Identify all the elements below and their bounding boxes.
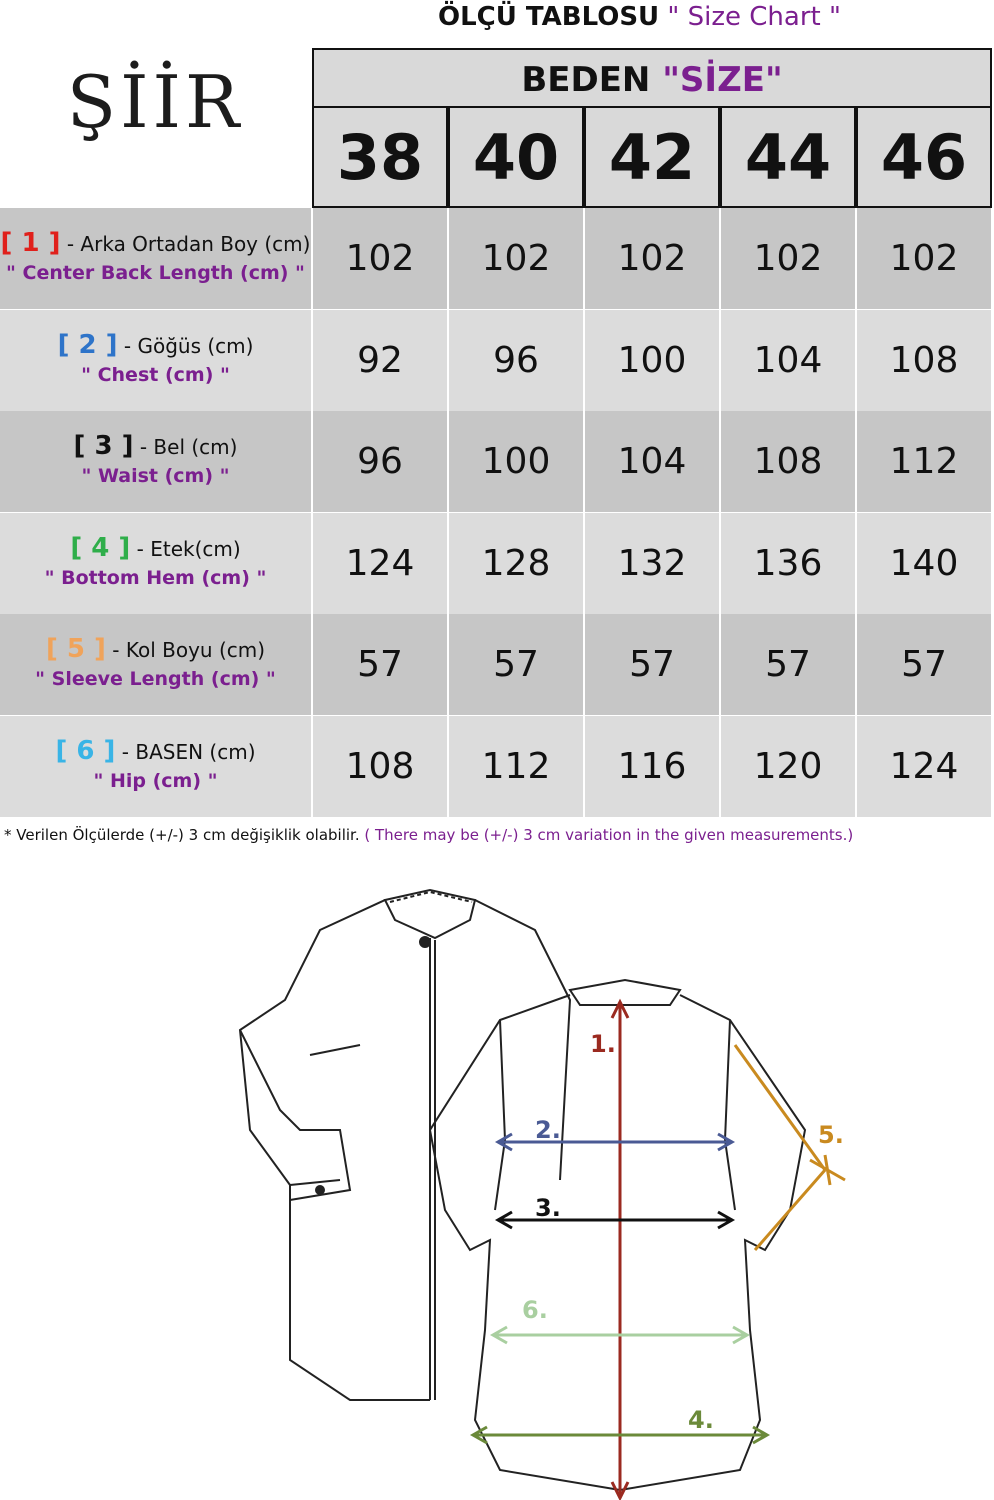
table-cell: 57 [721, 614, 855, 715]
table-cell: 120 [721, 716, 855, 817]
row-label [0, 208, 311, 309]
table-cell: 57 [313, 614, 447, 715]
table-cell: 124 [313, 513, 447, 614]
row-number: [ 1 ] [0, 228, 61, 258]
row-number: [ 5 ] [45, 634, 106, 664]
table-row [0, 614, 994, 715]
title-english: " Size Chart " [667, 2, 841, 32]
table-cell: 136 [721, 513, 855, 614]
diagram-label-5: 5. [818, 1121, 844, 1149]
measurement-note [4, 826, 853, 844]
table-cell: 116 [585, 716, 719, 817]
brand-logo: ŞİİR [66, 60, 244, 144]
table-cell: 57 [449, 614, 583, 715]
diagram-label-2: 2. [535, 1116, 561, 1144]
diagram-label-1: 1. [590, 1030, 616, 1058]
size-38: 38 [312, 108, 448, 208]
row-label-turkish: - Bel (cm) [133, 435, 238, 459]
table-row [0, 411, 994, 512]
back-shirt-drawing [430, 980, 805, 1490]
table-row [0, 716, 994, 817]
shirt-diagram [230, 880, 870, 1500]
table-cell: 112 [449, 716, 583, 817]
size-label: "SİZE" [662, 60, 783, 100]
size-40: 40 [448, 108, 584, 208]
table-cell: 140 [857, 513, 991, 614]
table-cell: 108 [313, 716, 447, 817]
row-label [0, 310, 311, 411]
diagram-label-3: 3. [535, 1194, 561, 1222]
table-row [0, 208, 994, 309]
row-label [0, 513, 311, 614]
note-turkish: * Verilen Ölçülerde (+/-) 3 cm değişiklik olabilir. [4, 826, 360, 844]
row-label [0, 411, 311, 512]
table-cell: 96 [313, 411, 447, 512]
row-label-english: " Waist (cm) " [81, 465, 230, 487]
row-number: [ 4 ] [70, 532, 131, 563]
table-cell: 102 [721, 208, 855, 309]
table-cell: 102 [449, 208, 583, 309]
table-cell: 124 [857, 716, 991, 817]
table-cell: 108 [721, 411, 855, 512]
size-46: 46 [856, 108, 992, 208]
table-cell: 102 [313, 208, 447, 309]
size-42: 42 [584, 108, 720, 208]
table-cell: 132 [585, 513, 719, 614]
row-label-turkish: - Kol Boyu (cm) [105, 638, 266, 662]
row-label-turkish: - BASEN (cm) [115, 739, 256, 764]
row-label-english: " Chest (cm) " [81, 363, 230, 386]
row-number: [ 3 ] [73, 431, 134, 461]
arrow-5b [755, 1170, 825, 1250]
row-label-english: " Hip (cm) " [93, 769, 218, 792]
table-cell: 104 [585, 411, 719, 512]
table-cell: 57 [857, 614, 991, 715]
note-english: ( There may be (+/-) 3 cm variation in the given measurements.) [364, 826, 854, 844]
measurement-arrows [473, 1002, 845, 1498]
table-row [0, 513, 994, 614]
row-label-english: " Bottom Hem (cm) " [44, 566, 267, 589]
size-44: 44 [720, 108, 856, 208]
row-label-english: " Center Back Length (cm) " [6, 262, 305, 284]
table-cell: 108 [857, 310, 991, 411]
table-cell: 104 [721, 310, 855, 411]
title-turkish: ÖLÇÜ TABLOSU [438, 2, 660, 32]
row-label [0, 716, 311, 817]
row-label-turkish: - Arka Ortadan Boy (cm) [60, 232, 311, 256]
size-header [312, 48, 992, 108]
table-cell: 96 [449, 310, 583, 411]
row-number: [ 6 ] [55, 735, 116, 766]
table-cell: 128 [449, 513, 583, 614]
chart-title [300, 2, 980, 32]
row-label-turkish: - Göğüs (cm) [117, 333, 254, 358]
row-label-turkish: - Etek(cm) [130, 536, 241, 561]
row-label [0, 614, 311, 715]
diagram-label-6: 6. [522, 1296, 548, 1324]
table-cell: 92 [313, 310, 447, 411]
table-cell: 100 [585, 310, 719, 411]
arrow-5a [735, 1045, 825, 1170]
beden-label: BEDEN [521, 60, 651, 100]
row-label-english: " Sleeve Length (cm) " [35, 668, 276, 690]
row-number: [ 2 ] [57, 329, 118, 360]
front-shirt-drawing [240, 890, 570, 1400]
table-cell: 102 [585, 208, 719, 309]
table-cell: 57 [585, 614, 719, 715]
table-cell: 100 [449, 411, 583, 512]
table-cell: 112 [857, 411, 991, 512]
table-row [0, 310, 994, 411]
table-cell: 102 [857, 208, 991, 309]
diagram-label-4: 4. [688, 1406, 714, 1434]
